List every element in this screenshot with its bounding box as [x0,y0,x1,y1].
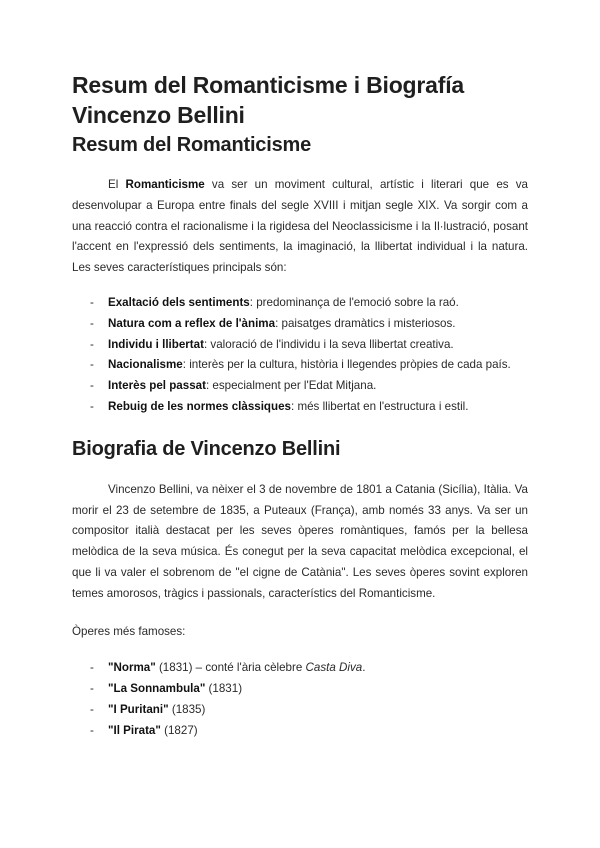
list-item [72,376,528,397]
list-item-term: Exaltació dels sentiments [108,295,250,309]
opera-extra-italic: Casta Diva [305,661,363,675]
dash-marker: - [90,295,94,309]
opera-name: "I Puritani" [108,702,169,716]
intro-paragraph [72,175,528,279]
list-item [72,293,528,314]
list-item-term: Nacionalisme [108,358,183,372]
document-page [72,70,528,742]
dash-marker: - [90,399,94,413]
section-heading-romanticisme: Resum del Romanticisme [72,134,312,156]
dash-marker: - [90,379,94,393]
opera-item [72,658,528,679]
opera-item [72,721,528,742]
opera-item [72,679,528,700]
opera-item [72,700,528,721]
opera-year: (1831) [155,661,193,675]
opera-year: (1835) [168,702,206,716]
document-title: Resum del Romanticisme i Biografía Vincenzo Bellini [72,72,464,128]
opera-name: "La Sonnambula" [108,682,206,696]
list-item [72,335,528,356]
list-item-desc: : especialment per l'Edat Mitjana. [205,379,377,393]
list-item-desc: : interès per la cultura, història i llegendes pròpies de cada país. [182,358,511,372]
opera-name: "Norma" [108,661,156,675]
dash-marker: - [90,723,94,737]
list-item-desc: : més llibertat en l'estructura i estil. [291,399,469,413]
intro-text-post: va ser un moviment cultural, artístic i literari que es va desenvolupar a Europa entre finals del segle XVIII i mitjan segle XIX. Va sorgir com a una reacció contra el racionalisme i la rigidesa del Neoclassicisme i la Il·lustració, posant l'accent en l'expressió dels sentiments, la imaginació, la llibertat individual i la natura. Les seves característiques principals són: [72,178,528,275]
dash-marker: - [90,702,94,716]
characteristics-list [72,293,528,418]
operas-list [72,658,528,741]
list-item-desc: : predominança de l'emoció sobre la raó. [249,295,459,309]
opera-extra-end: . [362,661,366,675]
operas-title: Òperes més famoses: [72,624,186,638]
list-item [72,355,528,376]
intro-term-romanticisme: Romanticisme [125,178,205,191]
opera-year: (1831) [205,682,243,696]
opera-name: "Il Pirata" [108,723,161,737]
dash-marker: - [90,337,94,351]
list-item [72,397,528,418]
opera-year: (1827) [160,723,198,737]
list-item-term: Rebuig de les normes clàssiques [108,399,291,413]
dash-marker: - [90,316,94,330]
list-item-desc: : paisatges dramàtics i misteriosos. [275,316,456,330]
list-item [72,314,528,335]
list-item-term: Natura com a reflex de l'ànima [108,316,276,330]
list-item-term: Interès pel passat [108,379,206,393]
list-item-desc: : valoració de l'individu i la seva llibertat creativa. [203,337,454,351]
dash-marker: - [90,661,94,675]
dash-marker: - [90,682,94,696]
biography-paragraph: Vincenzo Bellini, va nèixer el 3 de novembre de 1801 a Catania (Sicília), Itàlia. Va morir el 23 de setembre de 1835, a Puteaux (França), amb només 33 anys. Va ser un compositor italià destacat per les seves òperes romàntiques, famós per la bellesa melòdica de la seva música. És conegut per la seva capacitat melòdica excepcional, el que li va valer el sobrenom de "el cigne de Catània". Les seves òperes sovint exploren temes amorosos, tràgics i passionals, característics del Romanticisme. [72,482,528,600]
intro-text-pre: El [108,178,126,191]
list-item-term: Individu i llibertat [108,337,204,351]
dash-marker: - [90,358,94,372]
section-heading-biografia: Biografia de Vincenzo Bellini [72,437,341,460]
opera-extra: – conté l'ària cèlebre [192,661,306,675]
